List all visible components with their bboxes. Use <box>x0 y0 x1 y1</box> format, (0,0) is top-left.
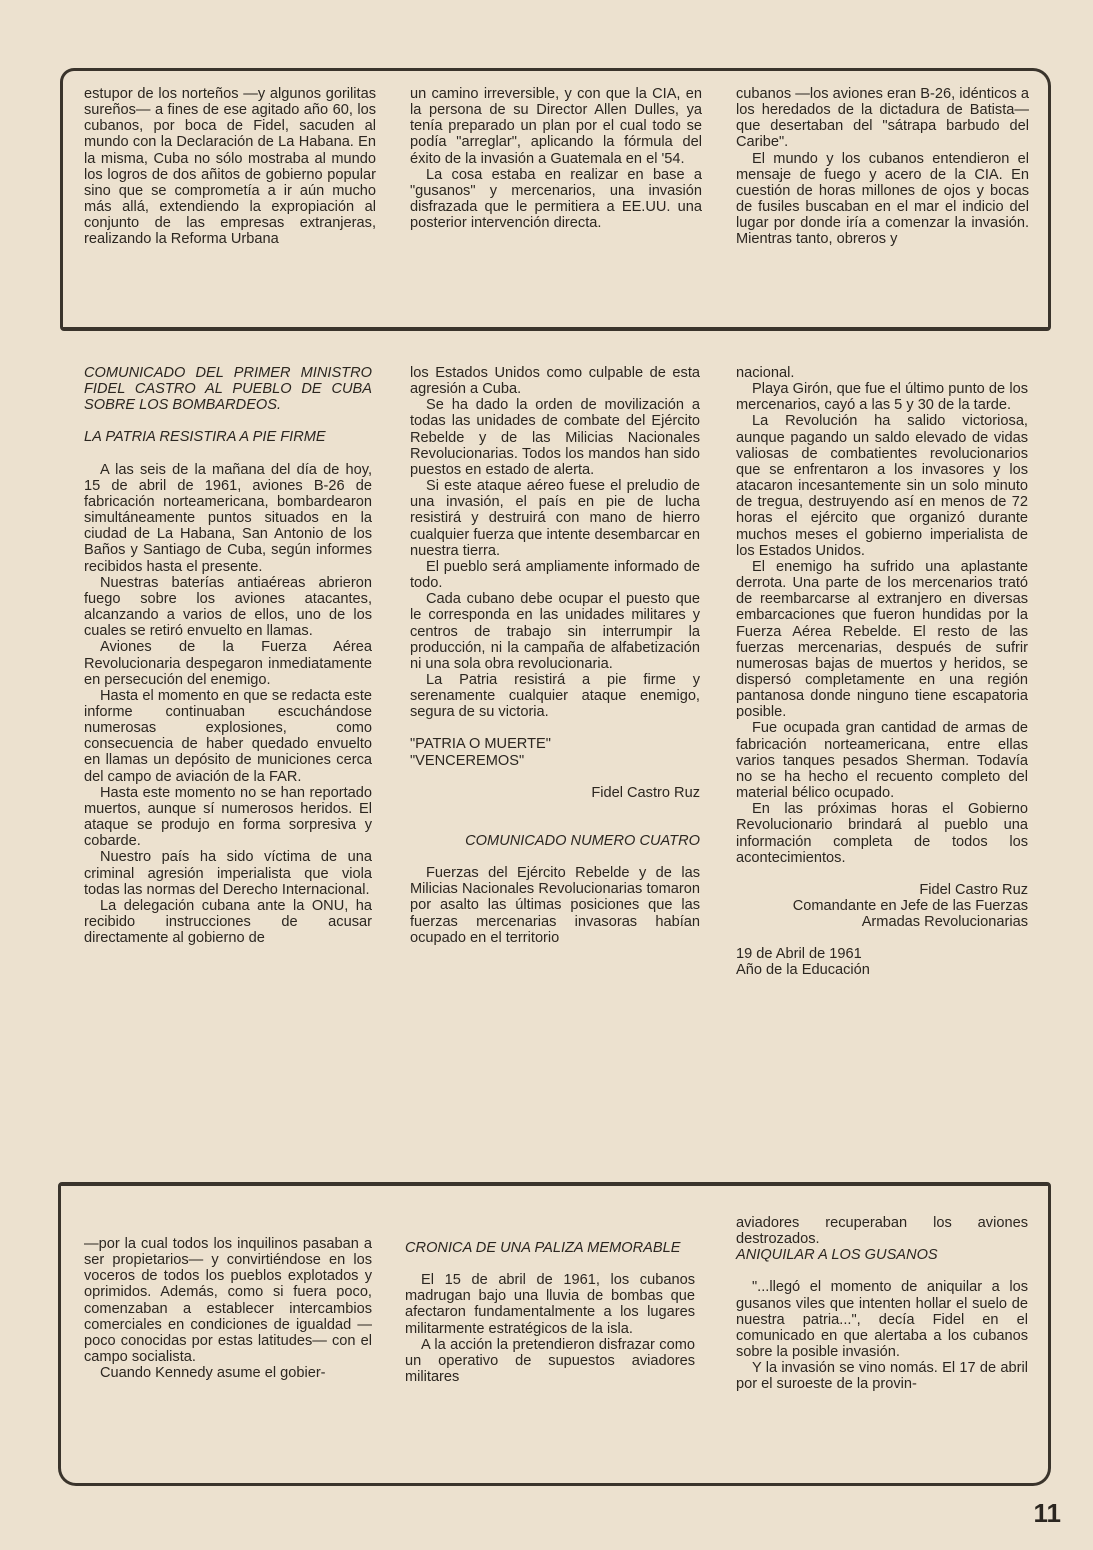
section-heading: ANIQUILAR A LOS GUSANOS <box>736 1247 938 1264</box>
paragraph: Armadas Revolucionarias <box>861 914 1028 931</box>
paragraph: —por la cual todos los inquilinos pasaban a ser propietarios— y convirtiéndose en los voceros de todos los pueblos explotados y oprimidos. Además, como si fuera poco, comenzaban a establecer intercambios comerciales en condiciones de igualdad —poco conocidas por estas latitudes— con el campo socialista. <box>84 1236 372 1366</box>
paragraph: Hasta este momento no se han reportado muertos, aunque sí numerosos heridos. El ataque se produjo en forma sorpresiva y cobarde. <box>84 784 372 850</box>
paragraph: "...llegó el momento de aniquilar a los gusanos viles que intenten hollar el suelo de nuestra patria...", decía Fidel en el comunicado en que alertaba a los cubanos sobre la posible invasión. <box>736 1279 1028 1361</box>
paragraph: Cuando Kennedy asume el gobier- <box>100 1365 326 1382</box>
paragraph: El mundo y los cubanos entendieron el mensaje de fuego y acero de la CIA. En cuestión de horas millones de ojos y bocas de fusiles buscaban en el mar el indicio del lugar por donde iría a comenzar la invasión. Mientras tanto, obreros y <box>736 150 1029 248</box>
section-heading: COMUNICADO DEL PRIMER MINISTRO FIDEL CASTRO AL PUEBLO DE CUBA SOBRE LOS BOMBARDEOS. <box>84 365 372 414</box>
bottom-column-2 <box>405 1240 695 1385</box>
paragraph: Se ha dado la orden de movilización a todas las unidades de combate del Ejército Rebelde y de las Milicias Nacionales Revolucionarias. Todos los mandos han sido puestos en estado de alerta. <box>410 397 700 478</box>
paragraph: El 15 de abril de 1961, los cubanos madrugan bajo una lluvia de bombas que afectaron fundamentalmente a los lugares militarmente estratégicos de la isla. <box>405 1272 695 1337</box>
paragraph: "PATRIA O MUERTE" <box>410 736 551 753</box>
paragraph: Playa Girón, que fue el último punto de los mercenarios, cayó a las 5 y 30 de la tarde. <box>736 381 1028 414</box>
paragraph: Y la invasión se vino nomás. El 17 de abril por el suroeste de la provin- <box>736 1360 1028 1393</box>
top-column-3 <box>736 86 1029 248</box>
paragraph: Fue ocupada gran cantidad de armas de fabricación norteamericana, entre ellas varios tanques pesados Sherman. Todavía no se ha hecho el recuento completo del material bélico ocupado. <box>736 720 1028 802</box>
paragraph: los Estados Unidos como culpable de esta agresión a Cuba. <box>410 365 700 398</box>
paragraph: Hasta el momento en que se redacta este informe continuaban escuchándose numerosas explosiones, como consecuencia de haber quedado envuelto en llamas un depósito de municiones cerca del campo de aviación de la FAR. <box>84 687 372 785</box>
paragraph: Comandante en Jefe de las Fuerzas <box>792 898 1028 914</box>
top-column-2 <box>410 86 702 231</box>
paragraph: nacional. <box>736 365 795 381</box>
paragraph: La cosa estaba en realizar en base a "gusanos" y mercenarios, una invasión disfrazada que le permitiera a EE.UU. una posterior intervención directa. <box>410 166 702 232</box>
bottom-column-1 <box>84 1236 372 1381</box>
paragraph: La Patria resistirá a pie firme y serenamente cualquier ataque enemigo, segura de su victoria. <box>410 671 700 721</box>
paragraph: "VENCEREMOS" <box>410 752 525 769</box>
paragraph: Año de la Educación <box>736 962 870 979</box>
paragraph: El pueblo será ampliamente informado de todo. <box>410 558 700 592</box>
paragraph: Fidel Castro Ruz <box>591 784 700 801</box>
communique-column-1 <box>84 365 372 946</box>
paragraph: El enemigo ha sufrido una aplastante derrota. Una parte de los mercenarios trató de reembarcarse al extranjero en diversas embarcaciones que fueron hundidas por la Fuerza Aérea Rebelde. El resto de las fuerzas mercenarias, después de sufrir numerosas bajas de muertos y heridos, se dispersó completamente en una región pantanosa donde ninguno tiene escapatoria posible. <box>736 558 1028 721</box>
section-heading: COMUNICADO NUMERO CUATRO <box>465 832 700 849</box>
paragraph: La delegación cubana ante la ONU, ha recibido instrucciones de acusar directamente al gobierno de <box>84 897 372 947</box>
paragraph: Cada cubano debe ocupar el puesto que le corresponda en las unidades militares y centros de trabajo sin interrumpir la producción, ni la campaña de alfabetización ni una sola obra revolucionaria. <box>410 591 700 672</box>
paragraph: Fuerzas del Ejército Rebelde y de las Milicias Nacionales Revolucionarias tomaron por asalto las últimas posiciones que las fuerzas mercenarias invasoras habían ocupado en el territorio <box>410 865 700 946</box>
paragraph: Si este ataque aéreo fuese el preludio de una invasión, el país en pie de lucha resistirá y destruirá con mano de hierro cualquier fuerza que intente desembarcar en nuestra tierra. <box>410 478 700 559</box>
page-number: 11 <box>1033 1498 1061 1528</box>
paragraph: estupor de los norteños —y algunos gorilitas sureños— a fines de ese agitado año 60, los cubanos, por boca de Fidel, sacuden al mundo con la Declaración de La Habana. En la misma, Cuba no sólo mostraba al mundo los logros de dos añitos de gobierno popular sino que se comprometía a ir aún mucho más allá, extendiendo la expropiación al conjunto de las empresas extranjeras, realizando la Reforma Urbana <box>84 86 376 248</box>
paragraph: un camino irreversible, y con que la CIA, en la persona de su Director Allen Dulles, ya tenía preparado un plan por el cual todo se podía "arreglar", aplicando la fórmula del éxito de la invasión a Guatemala en el '54. <box>410 86 702 167</box>
paragraph: Nuestras baterías antiaéreas abrieron fuego sobre los aviones atacantes, alcanzando a varios de ellos, uno de los cuales se retiró envuelto en llamas. <box>84 574 372 640</box>
bottom-column-3 <box>736 1215 1028 1393</box>
paragraph: En las próximas horas el Gobierno Revolucionario brindará al pueblo una información completa de todos los acontecimientos. <box>736 801 1028 866</box>
paragraph: 19 de Abril de 1961 <box>736 946 862 963</box>
communique-column-3 <box>736 365 1028 979</box>
paragraph: A las seis de la mañana del día de hoy, 15 de abril de 1961, aviones B-26 de fabricación norteamericana, bombardearon simultáneamente puntos situados en la ciudad de La Habana, San Antonio de los Baños y Santiago de Cuba, según informes recibidos hasta el presente. <box>84 461 372 575</box>
section-heading: LA PATRIA RESISTIRA A PIE FIRME <box>84 429 326 446</box>
section-heading: CRONICA DE UNA PALIZA MEMORABLE <box>405 1240 681 1256</box>
paragraph: A la acción la pretendieron disfrazar como un operativo de supuestos aviadores militares <box>405 1336 695 1386</box>
communique-column-2 <box>410 365 700 946</box>
paragraph: cubanos —los aviones eran B-26, idénticos a los heredados de la dictadura de Batista— que desertaban del "sátrapa barbudo del Caribe". <box>736 86 1029 151</box>
top-column-1 <box>84 86 376 248</box>
paragraph: Aviones de la Fuerza Aérea Revolucionaria despegaron inmediatamente en persecución del enemigo. <box>84 639 372 688</box>
paragraph: aviadores recuperaban los aviones destrozados. <box>736 1215 1028 1248</box>
paragraph: Fidel Castro Ruz <box>919 881 1028 898</box>
paragraph: Nuestro país ha sido víctima de una criminal agresión imperialista que viola todas las normas del Derecho Internacional. <box>84 849 372 898</box>
paragraph: La Revolución ha salido victoriosa, aunque pagando un saldo elevado de vidas valiosas de combatientes revolucionarios que se enfrentaron a los invasores y los atacaron incesantemente sin un solo minuto de tregua, destruyendo así en menos de 72 horas el ejército que organizó durante muchos meses el gobierno imperialista de los Estados Unidos. <box>736 413 1028 559</box>
